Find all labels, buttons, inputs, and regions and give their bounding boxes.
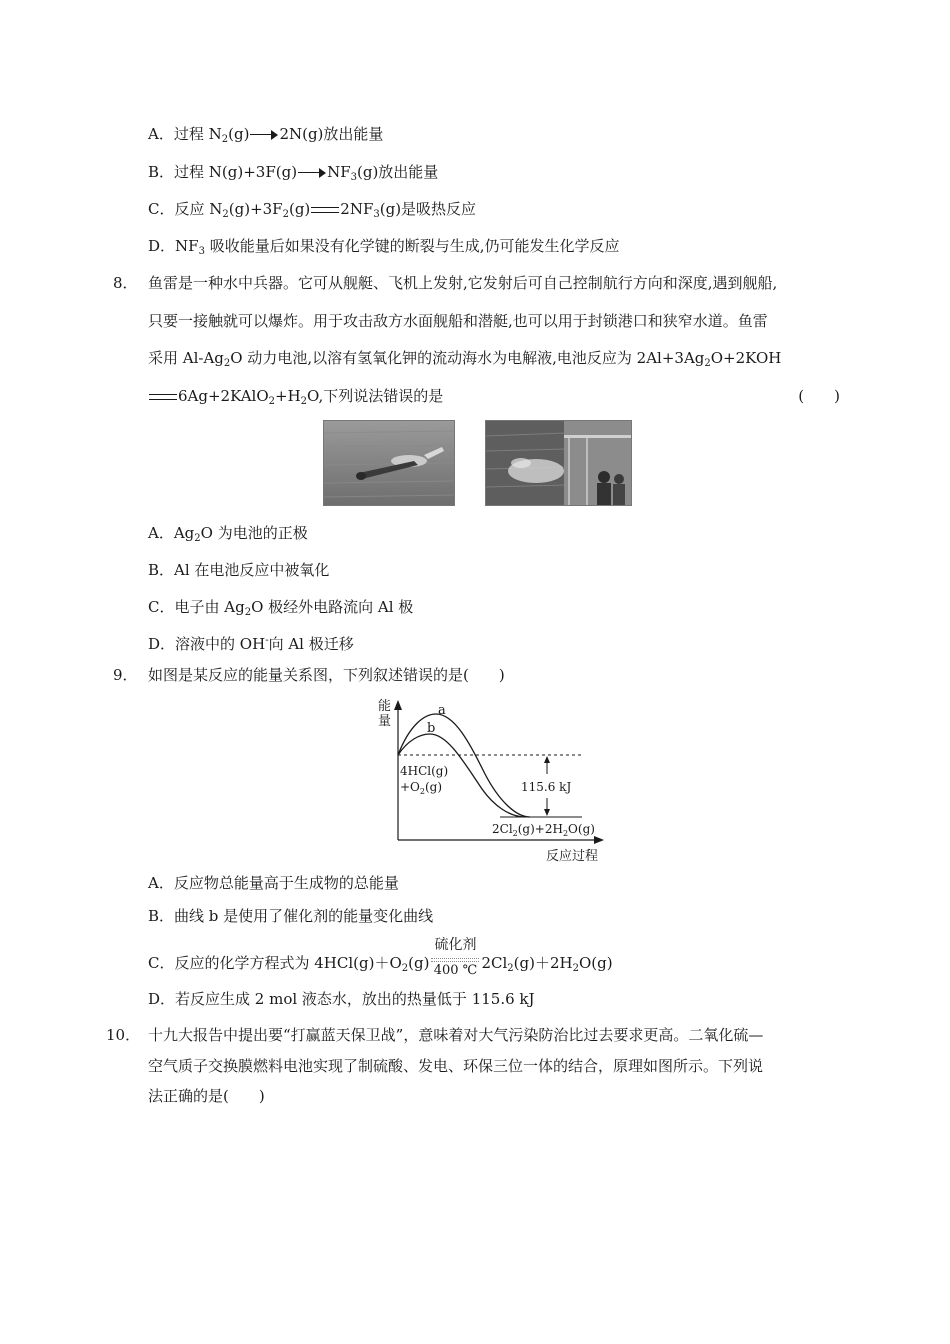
q8-option-a: A．$Ag_2O$ 为电池的正极 <box>148 524 308 544</box>
reaction-arrow-icon <box>298 168 326 178</box>
equals-sign-icon <box>311 207 339 213</box>
q7-option-a: A．过程 $N_2(g)$ 2N(g)放出能量 <box>148 125 384 145</box>
q7-option-d: D．$NF_3$ 吸收能量后如果没有化学键的断裂与生成,仍可能发生化学反应 <box>148 237 620 257</box>
q9-option-c: C．反应的化学方程式为 $4HCl(g)+O_2(g)$ 硫化剂 400 ℃ $2Cl_2(g)+2H_2O(g)$ <box>148 937 613 978</box>
q8-option-d: D．溶液中的 OH-向 Al 极迁移 <box>148 635 354 653</box>
y-axis-arrow-icon <box>394 700 402 710</box>
answer-parentheses: ( ) <box>798 387 840 405</box>
q9-option-b: B．曲线 b 是使用了催化剂的能量变化曲线 <box>148 907 434 925</box>
delta-h-label: 115.6 kJ <box>521 780 572 794</box>
q8-stem-line2: 只要一接触就可以爆炸。用于攻击敌方水面舰船和潜艇,也可以用于封锁港口和狭窄水道。鱼雷 <box>148 312 768 330</box>
q9-option-d: D．若反应生成 2 mol 液态水，放出的热量低于 115.6 kJ <box>148 990 535 1008</box>
q10-stem-line1: 十九大报告中提出要“打赢蓝天保卫战”，意味着对大气污染防治比过去要求更高。二氧化硫— <box>148 1026 764 1044</box>
q9-stem: 如图是某反应的能量关系图，下列叙述错误的是( ) <box>148 666 505 684</box>
curve-a-label: a <box>438 703 446 718</box>
x-axis-arrow-icon <box>594 836 604 844</box>
x-axis-label: 反应过程 <box>546 849 599 864</box>
q8-option-c: C．电子由 $Ag_2O$ 极经外电路流向 Al 极 <box>148 598 414 618</box>
q9-number: 9． <box>113 666 138 684</box>
arrow-down-icon <box>544 809 550 816</box>
q7-option-b: B．过程 N(g)+3F(g) $NF_3(g)$放出能量 <box>148 163 439 183</box>
arrow-up-icon <box>544 756 550 763</box>
y-axis-label-1: 能量 <box>378 699 392 729</box>
q8-number: 8． <box>113 274 138 292</box>
reactant-label-2: $+O_2(g)$ <box>400 780 443 796</box>
q8-stem-line4: $6Ag+2KAlO_2+H_2O$,下列说法错误的是 <box>148 386 443 406</box>
energy-diagram <box>370 694 615 866</box>
ship-launch-image <box>486 421 631 505</box>
reaction-arrow-icon <box>250 130 278 140</box>
torpedo-launch-photo <box>485 420 632 506</box>
reactant-label-1: 4HCl(g) <box>400 764 449 778</box>
equals-sign-icon <box>149 394 177 400</box>
q8-stem-line3: 采用 $Al-Ag_2O$ 动力电池,以溶有氢氧化钾的流动海水为电解液,电池反应为 $2Al+3Ag_2O+2KOH$ <box>148 349 782 369</box>
q8-option-b: B．Al 在电池反应中被氧化 <box>148 561 330 579</box>
q9-option-a: A．反应物总能量高于生成物的总能量 <box>148 874 399 892</box>
condition-equals-icon <box>431 958 479 962</box>
reaction-condition: 硫化剂 400 ℃ <box>429 939 481 979</box>
q10-stem-line3: 法正确的是( ) <box>148 1087 265 1105</box>
curve-b-label: b <box>427 721 436 736</box>
product-label: $2Cl_2(g)+2H_2O(g)$ <box>492 822 595 838</box>
torpedo-in-water-image <box>324 421 454 505</box>
q10-number: 10． <box>106 1026 141 1044</box>
torpedo-photo <box>323 420 455 506</box>
q7-option-c: C．反应 $N_2(g)+3F_2(g)$ $2NF_3(g)$是吸热反应 <box>148 200 477 220</box>
q10-stem-line2: 空气质子交换膜燃料电池实现了制硫酸、发电、环保三位一体的结合，原理如图所示。下列说 <box>148 1057 764 1075</box>
q8-stem-line1: 鱼雷是一种水中兵器。它可从舰艇、飞机上发射,它发射后可自己控制航行方向和深度,遇到舰船, <box>148 274 778 292</box>
